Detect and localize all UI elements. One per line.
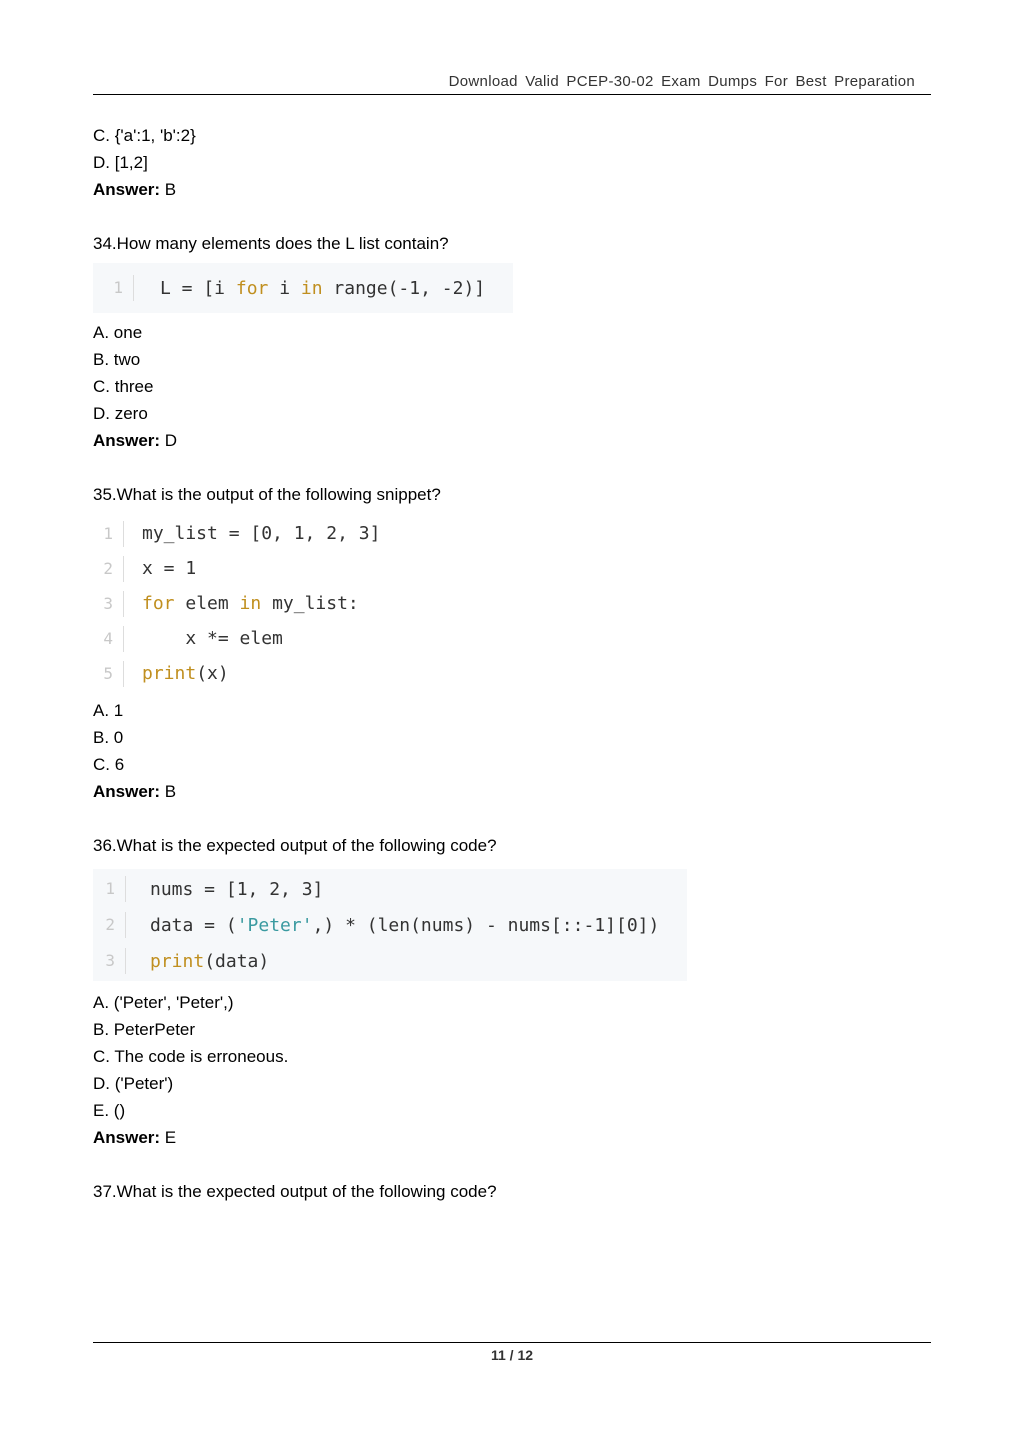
answer-value: B <box>160 782 177 801</box>
answer-label: Answer: <box>93 180 161 199</box>
question-34 <box>93 230 931 454</box>
code-text: for elem in my_list: <box>142 593 359 614</box>
option-a: A. 1 <box>93 701 124 720</box>
line-number: 2 <box>93 556 124 582</box>
option-d: D. ('Peter') <box>93 1074 174 1093</box>
code-line <box>93 516 403 551</box>
line-number: 3 <box>93 591 124 617</box>
line-number: 1 <box>93 876 126 902</box>
page-header <box>93 72 931 95</box>
page-number: 11 / 12 <box>490 1347 534 1363</box>
option-c: C. The code is erroneous. <box>93 1047 289 1066</box>
question-37 <box>93 1178 931 1205</box>
code-text: print(x) <box>142 663 229 684</box>
option-a: A. ('Peter', 'Peter',) <box>93 993 234 1012</box>
code-line <box>93 586 403 621</box>
option-b: B. two <box>93 350 141 369</box>
answer-value: D <box>160 431 178 450</box>
answer <box>93 427 931 454</box>
code-line <box>93 621 403 656</box>
option-e: E. () <box>93 1101 126 1120</box>
code-text: nums = [1, 2, 3] <box>150 878 324 900</box>
line-number: 1 <box>93 275 134 301</box>
question-text: 36.What is the expected output of the following code? <box>93 836 497 855</box>
header-title: Download Valid PCEP-30-02 Exam Dumps For Best Preparation <box>448 73 915 90</box>
line-number: 1 <box>93 521 124 547</box>
code-text: L = [i for i in range(-1, -2)] <box>160 277 486 299</box>
answer-label: Answer: <box>93 782 161 801</box>
question-text: 37.What is the expected output of the following code? <box>93 1182 497 1201</box>
answer-label: Answer: <box>93 431 161 450</box>
answer-value: B <box>160 180 177 199</box>
code-line <box>93 267 513 309</box>
option-a: A. one <box>93 323 143 342</box>
code-text: x = 1 <box>142 558 197 579</box>
code-text: my_list = [0, 1, 2, 3] <box>142 523 381 544</box>
answer-value: E <box>160 1128 177 1147</box>
page-footer <box>93 1342 931 1363</box>
answer <box>93 778 931 805</box>
document-content <box>93 122 931 1205</box>
question-text: 34.How many elements does the L list contain? <box>93 234 449 253</box>
code-text: x *= elem <box>142 628 283 649</box>
answer-label: Answer: <box>93 1128 161 1147</box>
code-line <box>93 943 687 979</box>
option-b: B. 0 <box>93 728 124 747</box>
question-text: 35.What is the output of the following snippet? <box>93 485 441 504</box>
line-number: 5 <box>93 661 124 687</box>
code-block <box>93 514 403 693</box>
code-text: data = ('Peter',) * (len(nums) - nums[::-1][0]) <box>150 914 660 936</box>
code-block <box>93 869 687 981</box>
option-c: C. {'a':1, 'b':2} <box>93 126 196 145</box>
code-line <box>93 907 687 943</box>
answer <box>93 1124 931 1151</box>
code-line <box>93 551 403 586</box>
option-c: C. 6 <box>93 755 125 774</box>
question-36 <box>93 832 931 1151</box>
code-block <box>93 263 513 313</box>
option-c: C. three <box>93 377 154 396</box>
code-text: print(data) <box>150 950 270 972</box>
line-number: 4 <box>93 626 124 652</box>
code-line <box>93 656 403 691</box>
option-d: D. zero <box>93 404 148 423</box>
answer <box>93 176 931 203</box>
option-b: B. PeterPeter <box>93 1020 196 1039</box>
option-d: D. [1,2] <box>93 153 148 172</box>
code-line <box>93 871 687 907</box>
line-number: 2 <box>93 912 126 938</box>
question-35 <box>93 481 931 805</box>
line-number: 3 <box>93 948 126 974</box>
question-33-tail <box>93 122 931 203</box>
